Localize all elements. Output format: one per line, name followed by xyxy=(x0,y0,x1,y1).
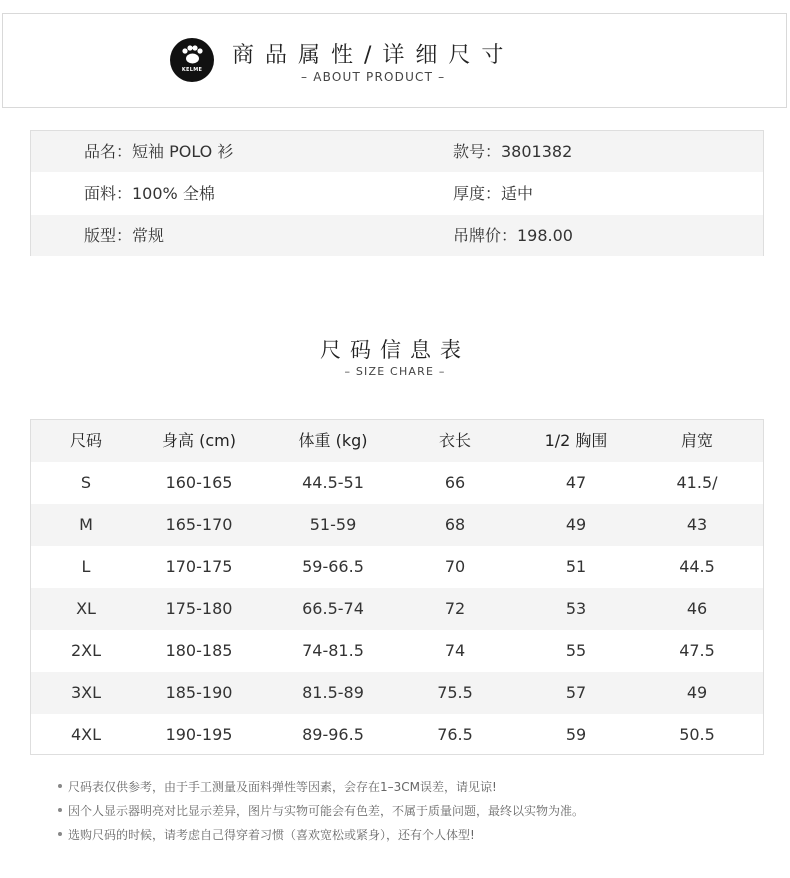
note-item xyxy=(58,802,584,819)
table-row xyxy=(31,546,763,588)
table-row xyxy=(31,504,763,546)
cell-half-chest: 57 xyxy=(565,683,587,702)
cell-weight: 59-66.5 xyxy=(302,557,364,576)
note-text: 因个人显示器明亮对比显示差异，图片与实物可能会有色差，不属于质量问题，最终以实物为准。 xyxy=(68,804,585,818)
kelme-logo xyxy=(170,38,214,82)
cell-size: XL xyxy=(76,599,96,618)
header-length: 衣长 xyxy=(438,431,472,450)
table-row xyxy=(31,630,763,672)
cell-weight: 81.5-89 xyxy=(302,683,364,702)
table-header-row xyxy=(31,420,763,462)
cell-shoulder: 49 xyxy=(686,683,708,702)
header-weight: 体重 (kg) xyxy=(298,431,368,450)
paw-icon xyxy=(170,38,214,82)
cell-shoulder: 43 xyxy=(686,515,708,534)
header-title: 商品属性/详细尺寸 xyxy=(232,43,515,68)
cell-size: L xyxy=(81,557,91,576)
cell-height: 185-190 xyxy=(165,683,233,702)
size-table xyxy=(30,419,764,755)
cell-height: 180-185 xyxy=(165,641,233,660)
cell-size: 3XL xyxy=(70,683,102,702)
cell-shoulder: 50.5 xyxy=(679,725,715,744)
cell-height: 165-170 xyxy=(165,515,233,534)
cell-weight: 51-59 xyxy=(309,515,357,534)
cell-length: 76.5 xyxy=(437,725,473,744)
attribute-name: 品名：短袖 POLO 衫 xyxy=(84,142,234,161)
cell-half-chest: 47 xyxy=(565,473,587,492)
cell-weight: 44.5-51 xyxy=(302,473,364,492)
cell-length: 75.5 xyxy=(437,683,473,702)
cell-length: 74 xyxy=(444,641,466,660)
cell-size: S xyxy=(80,473,92,492)
attribute-thickness: 厚度：适中 xyxy=(453,184,534,203)
header-subtitle: – ABOUT PRODUCT – xyxy=(301,70,446,84)
cell-half-chest: 55 xyxy=(565,641,587,660)
cell-length: 72 xyxy=(444,599,466,618)
table-row xyxy=(31,462,763,504)
cell-size: 4XL xyxy=(70,725,102,744)
cell-half-chest: 53 xyxy=(565,599,587,618)
cell-size: 2XL xyxy=(70,641,102,660)
note-item xyxy=(58,778,497,795)
size-chart-subtitle: – SIZE CHARE – xyxy=(344,365,446,378)
cell-shoulder: 44.5 xyxy=(679,557,715,576)
note-text: 尺码表仅供参考，由于手工测量及面料弹性等因素，会存在1–3CM误差，请见谅! xyxy=(68,780,497,794)
note-item xyxy=(58,826,475,843)
attribute-price: 吊牌价：198.00 xyxy=(453,226,573,245)
bullet-icon xyxy=(58,832,62,836)
header-size: 尺码 xyxy=(69,431,103,450)
table-row xyxy=(31,588,763,630)
attribute-row xyxy=(31,173,763,214)
attribute-fit: 版型：常规 xyxy=(84,226,165,245)
cell-weight: 89-96.5 xyxy=(302,725,364,744)
cell-size: M xyxy=(79,515,93,534)
attribute-fabric: 面料：100% 全棉 xyxy=(84,184,215,203)
table-row xyxy=(31,714,763,756)
attribute-row xyxy=(31,131,763,172)
table-row xyxy=(31,672,763,714)
cell-length: 70 xyxy=(444,557,466,576)
cell-height: 170-175 xyxy=(165,557,233,576)
attribute-style-no: 款号：3801382 xyxy=(453,142,573,161)
cell-weight: 66.5-74 xyxy=(302,599,364,618)
bullet-icon xyxy=(58,784,62,788)
cell-weight: 74-81.5 xyxy=(302,641,364,660)
header-half-chest: 1/2 胸围 xyxy=(544,431,608,450)
cell-length: 66 xyxy=(444,473,466,492)
bullet-icon xyxy=(58,808,62,812)
cell-height: 190-195 xyxy=(165,725,233,744)
cell-shoulder: 41.5/ xyxy=(676,473,718,492)
attribute-row xyxy=(31,215,763,256)
note-text: 选购尺码的时候，请考虑自己得穿着习惯（喜欢宽松或紧身），还有个人体型! xyxy=(68,828,475,842)
cell-length: 68 xyxy=(444,515,466,534)
cell-height: 175-180 xyxy=(165,599,233,618)
cell-half-chest: 49 xyxy=(565,515,587,534)
cell-half-chest: 59 xyxy=(565,725,587,744)
header-shoulder: 肩宽 xyxy=(680,431,714,450)
cell-height: 160-165 xyxy=(165,473,233,492)
cell-half-chest: 51 xyxy=(565,557,587,576)
cell-shoulder: 47.5 xyxy=(679,641,715,660)
size-chart-title: 尺码信息表 xyxy=(320,338,470,362)
header-height: 身高 (cm) xyxy=(162,431,236,450)
logo-text: KELME xyxy=(181,67,203,73)
attribute-table xyxy=(30,130,764,256)
cell-shoulder: 46 xyxy=(686,599,708,618)
